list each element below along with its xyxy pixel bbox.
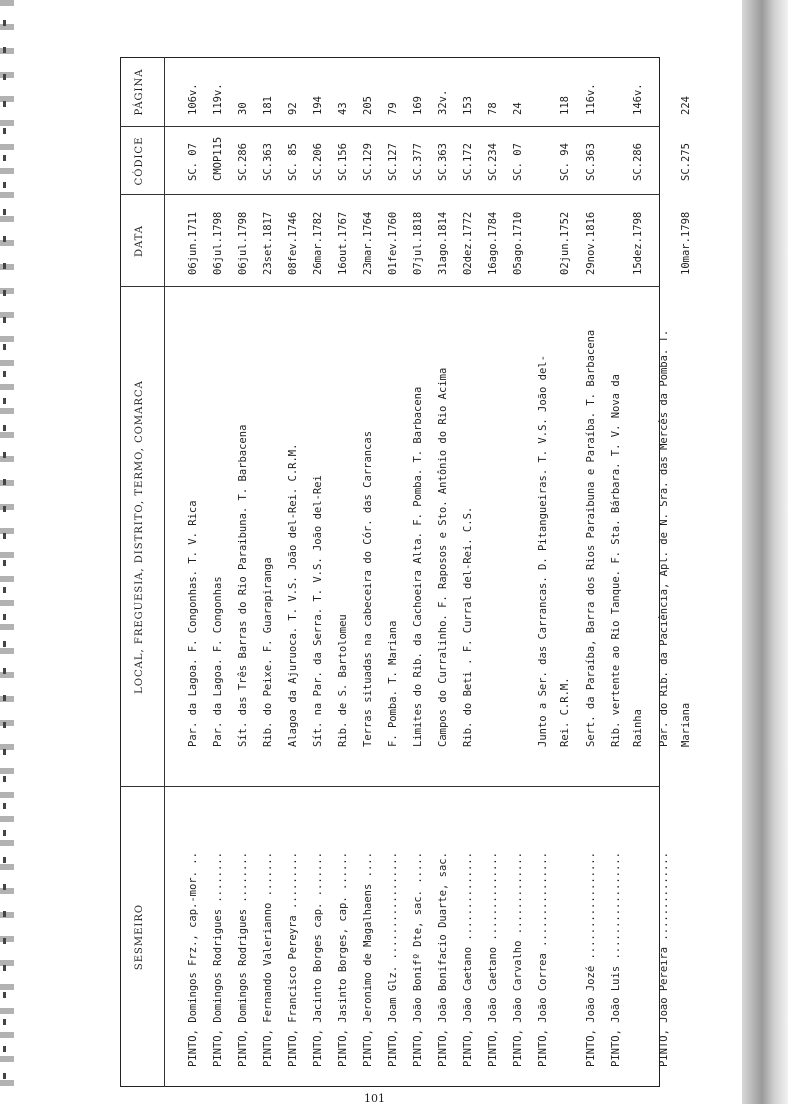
- codice-value: SC.363: [262, 143, 274, 181]
- pagina-value: 79: [387, 102, 399, 115]
- header-codice: CÓDICE: [134, 136, 145, 186]
- date-value: 06jul.1798: [237, 211, 249, 275]
- scan-mark: [3, 668, 6, 674]
- column-divider-codice: [120, 194, 660, 195]
- scan-mark: [3, 344, 6, 350]
- date-value: 10mar.1798: [680, 211, 692, 275]
- sesmeiro-name: PINTO, Domingos Frz., cap.-mor. ..: [187, 852, 199, 1067]
- sesmeiro-name: PINTO, João Caetano ..............: [462, 852, 474, 1067]
- scan-mark: [3, 317, 6, 323]
- header-divider: [164, 57, 165, 1087]
- scan-mark: [3, 47, 6, 53]
- scan-mark: [3, 20, 6, 26]
- date-value: 01fev.1760: [387, 211, 399, 275]
- column-divider-data: [120, 286, 660, 287]
- date-value: 16ago.1784: [487, 211, 499, 275]
- sesmeiro-name: PINTO, Joam Glz. .................: [387, 852, 399, 1067]
- scan-mark: [3, 938, 6, 944]
- scan-mark: [3, 479, 6, 485]
- pagina-value: 30: [237, 102, 249, 115]
- codice-value: SC.286: [632, 143, 644, 181]
- local-text: Junto a Ser. das Carrancas. D. Pitangueiras. T. V.S. João del-: [537, 355, 549, 747]
- scan-mark: [3, 695, 6, 701]
- date-value: 29nov.1816: [585, 211, 597, 275]
- scan-mark: [3, 74, 6, 80]
- codice-value: SC.129: [362, 143, 374, 181]
- date-value: 16out.1767: [337, 211, 349, 275]
- header-sesmeiro: SESMEIRO: [134, 903, 145, 971]
- scan-mark: [3, 155, 6, 161]
- sesmeiro-name: PINTO, Jasinto Borges, cap. ......: [337, 852, 349, 1067]
- scan-mark: [3, 398, 6, 404]
- scan-mark: [3, 236, 6, 242]
- scan-mark: [3, 182, 6, 188]
- codice-value: SC. 94: [559, 143, 571, 181]
- codice-value: SC.275: [680, 143, 692, 181]
- scan-mark: [3, 911, 6, 917]
- local-text: Sít. das Três Barras do Rio Paraibuna. T. Barbacena: [237, 424, 249, 747]
- scan-mark: [3, 749, 6, 755]
- scan-mark: [3, 992, 6, 998]
- pagina-value: 181: [262, 96, 274, 115]
- local-text: Rib. vertente ao Rio Tanque. F. Sta. Bárbara. T. V. Nova da: [610, 374, 622, 747]
- rotated-table: [120, 57, 692, 1087]
- codice-value: SC.206: [312, 143, 324, 181]
- sesmeiro-name: PINTO, João Bonifacio Duarte, sac.: [437, 852, 449, 1067]
- codice-value: SC.156: [337, 143, 349, 181]
- date-value: 02jun.1752: [559, 211, 571, 275]
- codice-value: SC.286: [237, 143, 249, 181]
- scan-mark: [3, 209, 6, 215]
- date-value: 07jul.1818: [412, 211, 424, 275]
- local-text: Mariana: [680, 702, 692, 747]
- column-divider-local: [120, 786, 660, 787]
- scan-mark: [3, 614, 6, 620]
- local-text: Par. da Lagoa. F. Congonhas. T. V. Rica: [187, 500, 199, 747]
- codice-value: SC.377: [412, 143, 424, 181]
- pagina-value: 43: [337, 102, 349, 115]
- pagina-value: 146v.: [632, 83, 644, 115]
- scan-mark: [3, 965, 6, 971]
- date-value: 02dez.1772: [462, 211, 474, 275]
- sesmeiro-name: PINTO, Fernando Valerianno .......: [262, 852, 274, 1067]
- scan-mark: [3, 776, 6, 782]
- pagina-value: 205: [362, 96, 374, 115]
- local-text: Sít. na Par. da Serra. T. V.S. João del-Rei: [312, 475, 324, 747]
- header-pagina: PÁGINA: [134, 68, 145, 116]
- local-text: Rib. do Beti . F. Curral del-Rei. C.S.: [462, 506, 474, 747]
- scan-mark: [3, 1046, 6, 1052]
- local-text: Sert. da Paraíba, Barra dos Rios Paraibuna e Paraíba. T. Barbacena: [585, 329, 597, 747]
- local-text: Par. da Lagoa. F. Congonhas: [212, 576, 224, 747]
- sesmeiro-name: PINTO, Domingos Rodrigues ........: [212, 852, 224, 1067]
- codice-value: SC.363: [585, 143, 597, 181]
- scan-right-edge: [742, 0, 788, 1104]
- date-value: 06jun.1711: [187, 211, 199, 275]
- codice-value: SC.172: [462, 143, 474, 181]
- scan-mark: [3, 857, 6, 863]
- date-value: 15dez.1798: [632, 211, 644, 275]
- sesmeiro-name: PINTO, João Bonifº Dte, sac. .....: [412, 852, 424, 1067]
- sesmeiro-name: PINTO, João Correa ...............: [537, 852, 549, 1067]
- scan-mark: [3, 371, 6, 377]
- sesmeiro-name: PINTO, João Carvalho .............: [512, 852, 524, 1067]
- date-value: 05ago.1710: [512, 211, 524, 275]
- local-text: Rib. de S. Bartolomeu: [337, 614, 349, 747]
- pagina-value: 116v.: [585, 83, 597, 115]
- scan-mark: [3, 587, 6, 593]
- header-local: LOCAL, FREGUESIA, DISTRITO, TERMO, COMARCA: [134, 380, 145, 694]
- scan-mark: [3, 884, 6, 890]
- scan-mark: [3, 641, 6, 647]
- codice-value: SC.234: [487, 143, 499, 181]
- codice-value: SC. 07: [512, 143, 524, 181]
- date-value: 08fev.1746: [287, 211, 299, 275]
- date-value: 23mar.1764: [362, 211, 374, 275]
- scan-mark: [3, 506, 6, 512]
- date-value: 23set.1817: [262, 211, 274, 275]
- codice-value: SC.127: [387, 143, 399, 181]
- scan-mark: [3, 830, 6, 836]
- scan-mark: [3, 425, 6, 431]
- local-text: Campos do Curralinho. F. Raposos e Sto. Antônio do Rio Acima: [437, 367, 449, 747]
- scan-mark: [3, 1073, 6, 1079]
- sesmeiro-name: PINTO, João Luis .................: [610, 852, 622, 1067]
- pagina-value: 118: [559, 96, 571, 115]
- scan-mark: [3, 722, 6, 728]
- pagina-value: 92: [287, 102, 299, 115]
- local-text: Rei. C.R.M.: [559, 677, 571, 747]
- date-value: 26mar.1782: [312, 211, 324, 275]
- scan-mark: [3, 101, 6, 107]
- codice-value: CMOP115: [212, 136, 224, 181]
- local-text: Alagoa da Ajuruoca. T. V.S. João del-Rei. C.R.M.: [287, 443, 299, 747]
- local-text: Par. do Rib. da Paciência, Apl. de N. Sra. das Mercês da Pomba. T.: [658, 329, 670, 747]
- page-number: 101: [364, 1092, 385, 1105]
- local-text: Terras situadas na cabeceira do Cór. das Carrancas: [362, 430, 374, 747]
- sesmeiro-name: PINTO, João Jozé .................: [585, 852, 597, 1067]
- pagina-value: 32v.: [437, 89, 449, 115]
- codice-value: SC.363: [437, 143, 449, 181]
- pagina-value: 169: [412, 96, 424, 115]
- pagina-value: 224: [680, 96, 692, 115]
- scan-mark: [3, 263, 6, 269]
- local-text: F. Pomba. T. Mariana: [387, 620, 399, 747]
- pagina-value: 119v.: [212, 83, 224, 115]
- sesmeiro-name: PINTO, João Pereira ..............: [658, 852, 670, 1067]
- pagina-value: 194: [312, 96, 324, 115]
- sesmeiro-name: PINTO, Francisco Pereyra .........: [287, 852, 299, 1067]
- scan-mark: [3, 803, 6, 809]
- scan-mark: [3, 128, 6, 134]
- sesmeiro-name: PINTO, Jeronimo de Magalhaens ....: [362, 852, 374, 1067]
- scan-mark: [3, 452, 6, 458]
- sesmeiro-name: PINTO, Jacinto Borges cap. .......: [312, 852, 324, 1067]
- codice-value: SC. 07: [187, 143, 199, 181]
- scan-mark: [3, 290, 6, 296]
- header-data: DATA: [134, 224, 145, 258]
- pagina-value: 106v.: [187, 83, 199, 115]
- column-divider-pagina: [120, 126, 660, 127]
- scan-mark: [3, 533, 6, 539]
- local-text: Rib. do Peixe. F. Guarapiranga: [262, 557, 274, 747]
- local-text: Limites do Rib. da Cachoeira Alta. F. Pomba. T. Barbacena: [412, 386, 424, 747]
- local-text: Rainha: [632, 709, 644, 747]
- scan-mark: [3, 1019, 6, 1025]
- sesmeiro-name: PINTO, Domingos Rodrigues ........: [237, 852, 249, 1067]
- pagina-value: 153: [462, 96, 474, 115]
- codice-value: SC. 85: [287, 143, 299, 181]
- sesmeiro-name: PINTO, João Caetano ..............: [487, 852, 499, 1067]
- date-value: 06jul.1798: [212, 211, 224, 275]
- pagina-value: 24: [512, 102, 524, 115]
- scan-mark: [3, 560, 6, 566]
- pagina-value: 78: [487, 102, 499, 115]
- date-value: 31ago.1814: [437, 211, 449, 275]
